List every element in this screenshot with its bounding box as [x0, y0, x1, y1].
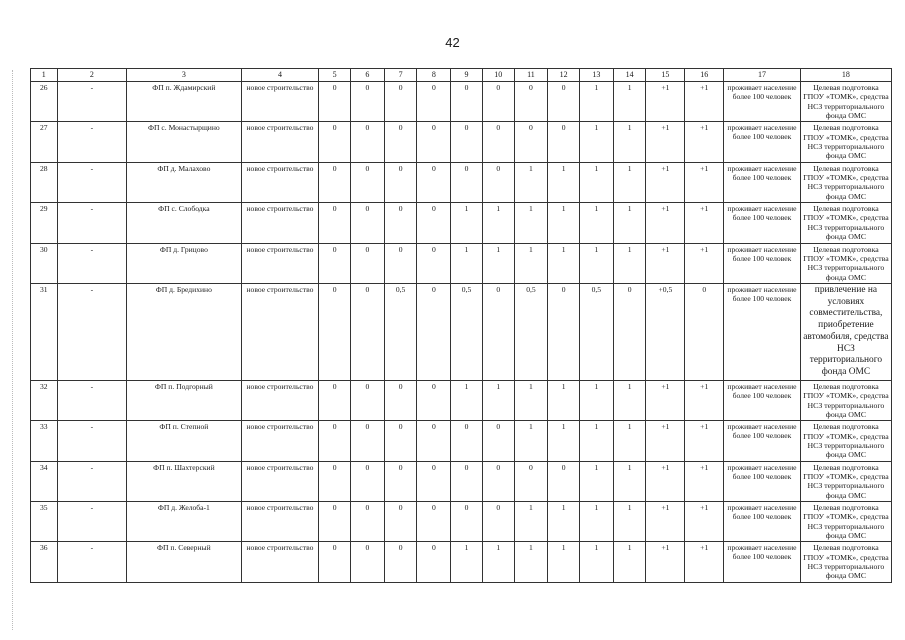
value-cell: 1: [548, 162, 580, 202]
value-cell: 1: [580, 542, 614, 582]
value-cell: 1: [613, 461, 646, 501]
value-cell: 0: [319, 243, 351, 283]
value-cell: 1: [613, 203, 646, 243]
funding-note-cell: привлечение на условиях совместительства, приобретение автомобиля, средства НСЗ территориального фонда ОМС: [800, 283, 891, 380]
value-cell: 0: [384, 380, 417, 420]
construction-type-cell: новое строительство: [241, 243, 319, 283]
funding-note-cell: Целевая подготовка ГПОУ «ТОМК», средства НСЗ территориального фонда ОМС: [800, 203, 891, 243]
value-cell: +1: [685, 421, 724, 461]
population-note-cell: проживает население более 100 человек: [724, 162, 801, 202]
value-cell: 0: [548, 283, 580, 380]
value-cell: 1: [580, 162, 614, 202]
value-cell: 1: [613, 502, 646, 542]
value-cell: 0: [384, 203, 417, 243]
population-note-cell: проживает население более 100 человек: [724, 243, 801, 283]
value-cell: 0: [482, 502, 514, 542]
value-cell: +1: [685, 122, 724, 162]
value-cell: 0: [384, 542, 417, 582]
value-cell: 0: [319, 380, 351, 420]
value-cell: +1: [685, 502, 724, 542]
population-note-cell: проживает население более 100 человек: [724, 542, 801, 582]
value-cell: 1: [451, 203, 483, 243]
value-cell: 0: [417, 461, 451, 501]
value-cell: +0,5: [646, 283, 685, 380]
facility-name-cell: ФП п. Северный: [127, 542, 242, 582]
construction-type-cell: новое строительство: [241, 283, 319, 380]
facility-name-cell: ФП п. Подгорный: [127, 380, 242, 420]
header-cell: 13: [580, 69, 614, 82]
value-cell: 0: [482, 122, 514, 162]
value-cell: 0: [482, 461, 514, 501]
value-cell: 1: [613, 82, 646, 122]
value-cell: +1: [685, 203, 724, 243]
value-cell: 1: [613, 421, 646, 461]
value-cell: +1: [685, 542, 724, 582]
col2-cell: -: [57, 243, 127, 283]
row-number-cell: 31: [31, 283, 58, 380]
data-table: [30, 68, 892, 583]
construction-type-cell: новое строительство: [241, 542, 319, 582]
value-cell: 0: [548, 461, 580, 501]
header-cell: 18: [800, 69, 891, 82]
value-cell: 0: [451, 461, 483, 501]
value-cell: 1: [548, 502, 580, 542]
value-cell: 0: [482, 82, 514, 122]
value-cell: +1: [646, 122, 685, 162]
value-cell: 0: [417, 283, 451, 380]
value-cell: 1: [613, 542, 646, 582]
page-number: 42: [445, 35, 460, 50]
value-cell: 1: [451, 542, 483, 582]
population-note-cell: проживает население более 100 человек: [724, 203, 801, 243]
value-cell: 1: [613, 380, 646, 420]
value-cell: +1: [685, 162, 724, 202]
table-row: [31, 122, 892, 162]
value-cell: 0: [417, 542, 451, 582]
value-cell: 0: [319, 461, 351, 501]
value-cell: 1: [580, 203, 614, 243]
value-cell: 1: [580, 82, 614, 122]
funding-note-cell: Целевая подготовка ГПОУ «ТОМК», средства НСЗ территориального фонда ОМС: [800, 421, 891, 461]
value-cell: 1: [482, 203, 514, 243]
facility-name-cell: ФП п. Ждамирский: [127, 82, 242, 122]
value-cell: 0: [548, 82, 580, 122]
value-cell: +1: [646, 380, 685, 420]
header-cell: 15: [646, 69, 685, 82]
construction-type-cell: новое строительство: [241, 461, 319, 501]
value-cell: 0: [417, 203, 451, 243]
value-cell: +1: [646, 502, 685, 542]
header-cell: 14: [613, 69, 646, 82]
value-cell: 0: [417, 421, 451, 461]
row-number-cell: 26: [31, 82, 58, 122]
value-cell: +1: [646, 461, 685, 501]
construction-type-cell: новое строительство: [241, 502, 319, 542]
value-cell: 0: [319, 502, 351, 542]
value-cell: 0: [613, 283, 646, 380]
funding-note-cell: Целевая подготовка ГПОУ «ТОМК», средства НСЗ территориального фонда ОМС: [800, 502, 891, 542]
value-cell: 1: [482, 542, 514, 582]
population-note-cell: проживает население более 100 человек: [724, 421, 801, 461]
table-row: [31, 243, 892, 283]
value-cell: 0: [548, 122, 580, 162]
table-row: [31, 203, 892, 243]
col2-cell: -: [57, 542, 127, 582]
value-cell: 1: [482, 243, 514, 283]
value-cell: 0: [384, 122, 417, 162]
value-cell: 0: [384, 461, 417, 501]
col2-cell: -: [57, 162, 127, 202]
value-cell: 1: [514, 203, 548, 243]
value-cell: 0: [451, 502, 483, 542]
col2-cell: -: [57, 203, 127, 243]
row-number-cell: 29: [31, 203, 58, 243]
value-cell: 1: [580, 380, 614, 420]
construction-type-cell: новое строительство: [241, 162, 319, 202]
population-note-cell: проживает население более 100 человек: [724, 122, 801, 162]
row-number-cell: 36: [31, 542, 58, 582]
header-cell: 16: [685, 69, 724, 82]
value-cell: 0: [319, 542, 351, 582]
row-number-cell: 33: [31, 421, 58, 461]
funding-note-cell: Целевая подготовка ГПОУ «ТОМК», средства НСЗ территориального фонда ОМС: [800, 243, 891, 283]
funding-note-cell: Целевая подготовка ГПОУ «ТОМК», средства НСЗ территориального фонда ОМС: [800, 542, 891, 582]
value-cell: 1: [548, 203, 580, 243]
population-note-cell: проживает население более 100 человек: [724, 283, 801, 380]
header-cell: 7: [384, 69, 417, 82]
header-cell: 2: [57, 69, 127, 82]
value-cell: 0: [319, 283, 351, 380]
facility-name-cell: ФП п. Шахтерский: [127, 461, 242, 501]
value-cell: 1: [514, 380, 548, 420]
funding-note-cell: Целевая подготовка ГПОУ «ТОМК», средства НСЗ территориального фонда ОМС: [800, 461, 891, 501]
facility-name-cell: ФП д. Грицово: [127, 243, 242, 283]
table-row: [31, 283, 892, 380]
value-cell: 0: [351, 283, 385, 380]
value-cell: 0,5: [384, 283, 417, 380]
value-cell: 0,5: [514, 283, 548, 380]
construction-type-cell: новое строительство: [241, 122, 319, 162]
value-cell: +1: [685, 82, 724, 122]
value-cell: +1: [685, 461, 724, 501]
value-cell: 0: [384, 162, 417, 202]
table-row: [31, 461, 892, 501]
value-cell: 0: [514, 122, 548, 162]
value-cell: +1: [685, 380, 724, 420]
col2-cell: -: [57, 122, 127, 162]
value-cell: 1: [613, 162, 646, 202]
value-cell: 1: [580, 461, 614, 501]
value-cell: 0: [451, 122, 483, 162]
row-number-cell: 34: [31, 461, 58, 501]
value-cell: 0: [417, 162, 451, 202]
value-cell: 1: [514, 542, 548, 582]
value-cell: 1: [580, 243, 614, 283]
value-cell: 1: [548, 380, 580, 420]
value-cell: 1: [580, 502, 614, 542]
row-number-cell: 32: [31, 380, 58, 420]
table-row: [31, 82, 892, 122]
value-cell: 0: [351, 502, 385, 542]
facility-name-cell: ФП п. Степной: [127, 421, 242, 461]
value-cell: 0: [514, 82, 548, 122]
value-cell: 0: [351, 461, 385, 501]
value-cell: 0: [514, 461, 548, 501]
col2-cell: -: [57, 380, 127, 420]
value-cell: 1: [482, 380, 514, 420]
facility-name-cell: ФП с. Монастырщино: [127, 122, 242, 162]
facility-name-cell: ФП д. Малахово: [127, 162, 242, 202]
value-cell: 1: [451, 243, 483, 283]
funding-note-cell: Целевая подготовка ГПОУ «ТОМК», средства НСЗ территориального фонда ОМС: [800, 122, 891, 162]
value-cell: 1: [548, 542, 580, 582]
value-cell: 1: [514, 243, 548, 283]
value-cell: 0: [482, 421, 514, 461]
header-cell: 8: [417, 69, 451, 82]
value-cell: 0: [351, 421, 385, 461]
value-cell: +1: [646, 82, 685, 122]
table-header-row: [31, 69, 892, 82]
value-cell: 1: [514, 421, 548, 461]
funding-note-cell: Целевая подготовка ГПОУ «ТОМК», средства НСЗ территориального фонда ОМС: [800, 82, 891, 122]
header-cell: 5: [319, 69, 351, 82]
population-note-cell: проживает население более 100 человек: [724, 380, 801, 420]
value-cell: 1: [514, 502, 548, 542]
population-note-cell: проживает население более 100 человек: [724, 82, 801, 122]
header-cell: 12: [548, 69, 580, 82]
header-cell: 1: [31, 69, 58, 82]
facility-name-cell: ФП д. Бредихино: [127, 283, 242, 380]
col2-cell: -: [57, 502, 127, 542]
value-cell: +1: [646, 542, 685, 582]
value-cell: 0: [451, 421, 483, 461]
value-cell: 0: [384, 502, 417, 542]
population-note-cell: проживает население более 100 человек: [724, 502, 801, 542]
value-cell: 0,5: [451, 283, 483, 380]
value-cell: +1: [646, 243, 685, 283]
construction-type-cell: новое строительство: [241, 421, 319, 461]
table-row: [31, 542, 892, 582]
page-edge-line: [12, 70, 13, 630]
construction-type-cell: новое строительство: [241, 380, 319, 420]
value-cell: 0: [351, 82, 385, 122]
value-cell: +1: [685, 243, 724, 283]
construction-type-cell: новое строительство: [241, 82, 319, 122]
header-cell: 9: [451, 69, 483, 82]
table-row: [31, 162, 892, 202]
value-cell: 0: [319, 421, 351, 461]
facility-name-cell: ФП д. Желоба-1: [127, 502, 242, 542]
header-cell: 3: [127, 69, 242, 82]
value-cell: +1: [646, 421, 685, 461]
value-cell: 0: [417, 243, 451, 283]
table-row: [31, 421, 892, 461]
value-cell: 0: [451, 162, 483, 202]
value-cell: 0: [417, 380, 451, 420]
value-cell: 0: [351, 162, 385, 202]
value-cell: 1: [613, 122, 646, 162]
row-number-cell: 35: [31, 502, 58, 542]
value-cell: 1: [580, 122, 614, 162]
value-cell: 0: [685, 283, 724, 380]
value-cell: 0: [384, 243, 417, 283]
value-cell: 0: [319, 82, 351, 122]
facility-name-cell: ФП с. Слободка: [127, 203, 242, 243]
funding-note-cell: Целевая подготовка ГПОУ «ТОМК», средства НСЗ территориального фонда ОМС: [800, 162, 891, 202]
funding-note-cell: Целевая подготовка ГПОУ «ТОМК», средства НСЗ территориального фонда ОМС: [800, 380, 891, 420]
header-cell: 11: [514, 69, 548, 82]
header-cell: 6: [351, 69, 385, 82]
table-row: [31, 380, 892, 420]
value-cell: 1: [548, 243, 580, 283]
row-number-cell: 30: [31, 243, 58, 283]
population-note-cell: проживает население более 100 человек: [724, 461, 801, 501]
value-cell: 0: [417, 502, 451, 542]
table-row: [31, 502, 892, 542]
value-cell: 0: [482, 283, 514, 380]
value-cell: 1: [451, 380, 483, 420]
value-cell: 0: [319, 203, 351, 243]
value-cell: 0: [319, 122, 351, 162]
row-number-cell: 28: [31, 162, 58, 202]
value-cell: 0: [482, 162, 514, 202]
value-cell: 1: [514, 162, 548, 202]
value-cell: 0: [351, 542, 385, 582]
value-cell: 0: [319, 162, 351, 202]
value-cell: 1: [548, 421, 580, 461]
value-cell: 0: [351, 122, 385, 162]
value-cell: 0: [351, 380, 385, 420]
header-cell: 17: [724, 69, 801, 82]
col2-cell: -: [57, 461, 127, 501]
value-cell: 0: [351, 243, 385, 283]
col2-cell: -: [57, 82, 127, 122]
value-cell: 0: [384, 82, 417, 122]
value-cell: 0: [384, 421, 417, 461]
value-cell: 0: [417, 82, 451, 122]
col2-cell: -: [57, 421, 127, 461]
value-cell: 1: [580, 421, 614, 461]
value-cell: +1: [646, 162, 685, 202]
header-cell: 10: [482, 69, 514, 82]
col2-cell: -: [57, 283, 127, 380]
header-cell: 4: [241, 69, 319, 82]
value-cell: 0,5: [580, 283, 614, 380]
value-cell: +1: [646, 203, 685, 243]
construction-type-cell: новое строительство: [241, 203, 319, 243]
row-number-cell: 27: [31, 122, 58, 162]
value-cell: 0: [451, 82, 483, 122]
value-cell: 0: [417, 122, 451, 162]
value-cell: 1: [613, 243, 646, 283]
value-cell: 0: [351, 203, 385, 243]
